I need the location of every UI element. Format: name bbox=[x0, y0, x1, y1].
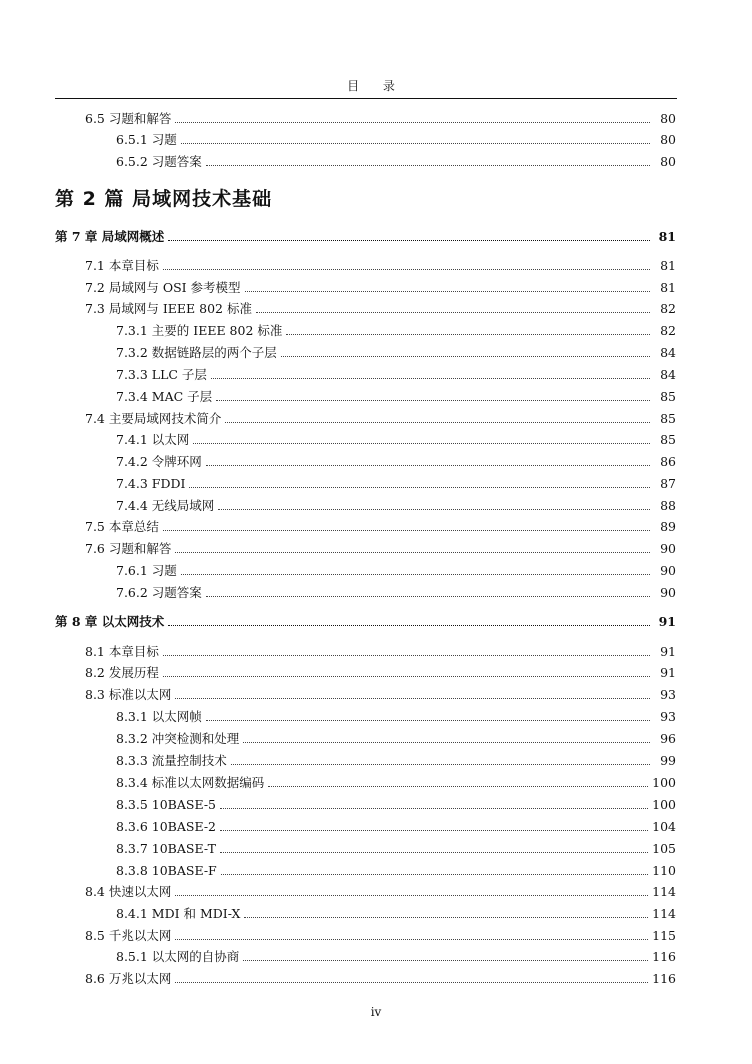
toc-dot-leader bbox=[206, 153, 650, 166]
toc-entry-label: 第 8 章 以太网技术 bbox=[55, 614, 165, 629]
toc-page-number: 90 bbox=[660, 585, 676, 600]
toc-page-number: 115 bbox=[652, 928, 676, 943]
toc-entry-row[interactable] bbox=[116, 497, 676, 515]
toc-entry-row[interactable] bbox=[116, 388, 676, 406]
toc-entry-label: 7.6.1 习题 bbox=[116, 563, 177, 578]
toc-page-number: 104 bbox=[652, 819, 676, 834]
toc-page-number: 91 bbox=[660, 644, 676, 659]
toc-entry-label: 7.4.2 令牌环网 bbox=[116, 454, 202, 469]
toc-entry-row[interactable] bbox=[85, 540, 676, 558]
toc-dot-leader bbox=[206, 584, 650, 597]
toc-entry-label: 7.4.1 以太网 bbox=[116, 432, 190, 447]
toc-entry-label: 6.5.2 习题答案 bbox=[116, 154, 202, 169]
toc-entry-row[interactable] bbox=[116, 708, 676, 726]
toc-entry-label: 7.6 习题和解答 bbox=[85, 541, 172, 556]
toc-entry-label: 8.4 快速以太网 bbox=[85, 884, 172, 899]
toc-dot-leader bbox=[220, 818, 648, 831]
toc-entry-row[interactable] bbox=[116, 818, 676, 836]
toc-dot-leader bbox=[268, 774, 648, 787]
toc-entry-row[interactable] bbox=[116, 453, 676, 471]
toc-entry-label: 6.5.1 习题 bbox=[116, 132, 177, 147]
toc-entry-row[interactable] bbox=[85, 410, 676, 428]
page-header-title: 目 录 bbox=[347, 79, 405, 93]
toc-dot-leader bbox=[163, 664, 650, 677]
toc-dot-leader bbox=[175, 686, 650, 699]
toc-entry-row[interactable] bbox=[116, 475, 676, 493]
toc-page-number: 80 bbox=[660, 154, 676, 169]
toc-entry-row[interactable] bbox=[85, 518, 676, 536]
page-number: iv bbox=[370, 1005, 382, 1019]
toc-entry-label: 7.1 本章目标 bbox=[85, 258, 159, 273]
part-title: 第 2 篇 局域网技术基础 bbox=[55, 188, 273, 210]
toc-page-number: 81 bbox=[658, 229, 676, 244]
toc-dot-leader bbox=[221, 862, 648, 875]
toc-entry-row[interactable] bbox=[116, 344, 676, 362]
toc-entry-label: 7.3.3 LLC 子层 bbox=[116, 367, 207, 382]
toc-page-number: 84 bbox=[660, 367, 676, 382]
toc-entry-label: 7.3.2 数据链路层的两个子层 bbox=[116, 345, 277, 360]
toc-dot-leader bbox=[256, 300, 650, 313]
toc-page-number: 85 bbox=[660, 432, 676, 447]
toc-entry-label: 7.5 本章总结 bbox=[85, 519, 159, 534]
toc-page-number: 93 bbox=[660, 687, 676, 702]
toc-dot-leader bbox=[193, 431, 650, 444]
toc-chapter-row[interactable] bbox=[55, 228, 676, 246]
toc-entry-label: 8.3 标准以太网 bbox=[85, 687, 172, 702]
toc-dot-leader bbox=[163, 518, 650, 531]
toc-entry-row[interactable] bbox=[116, 131, 676, 149]
toc-entry-row[interactable] bbox=[116, 322, 676, 340]
toc-page-number: 100 bbox=[652, 797, 676, 812]
toc-entry-label: 8.5 千兆以太网 bbox=[85, 928, 172, 943]
toc-entry-label: 8.3.2 冲突检测和处理 bbox=[116, 731, 240, 746]
toc-dot-leader bbox=[218, 497, 650, 510]
toc-dot-leader bbox=[189, 475, 650, 488]
toc-dot-leader bbox=[281, 344, 650, 357]
toc-dot-leader bbox=[181, 562, 650, 575]
toc-entry-row[interactable] bbox=[85, 257, 676, 275]
toc-entry-row[interactable] bbox=[116, 905, 676, 923]
toc-page-number: 81 bbox=[660, 258, 676, 273]
toc-dot-leader bbox=[231, 752, 650, 765]
toc-dot-leader bbox=[245, 279, 650, 292]
toc-page-number: 85 bbox=[660, 389, 676, 404]
toc-entry-label: 8.1 本章目标 bbox=[85, 644, 159, 659]
toc-entry-row[interactable] bbox=[85, 300, 676, 318]
toc-dot-leader bbox=[220, 840, 648, 853]
toc-entry-label: 8.3.8 10BASE-F bbox=[116, 863, 217, 878]
toc-page-number: 86 bbox=[660, 454, 676, 469]
toc-page-number: 84 bbox=[660, 345, 676, 360]
toc-entry-label: 8.6 万兆以太网 bbox=[85, 971, 172, 986]
toc-page-number: 80 bbox=[660, 111, 676, 126]
toc-entry-row[interactable] bbox=[116, 431, 676, 449]
toc-dot-leader bbox=[243, 948, 648, 961]
toc-dot-leader bbox=[206, 708, 650, 721]
toc-page-number: 88 bbox=[660, 498, 676, 513]
toc-dot-leader bbox=[206, 453, 650, 466]
toc-entry-label: 6.5 习题和解答 bbox=[85, 111, 172, 126]
toc-page-number: 105 bbox=[652, 841, 676, 856]
toc-entry-row[interactable] bbox=[85, 643, 676, 661]
toc-entry-row[interactable] bbox=[116, 796, 676, 814]
toc-entry-label: 7.6.2 习题答案 bbox=[116, 585, 202, 600]
toc-page-number: 100 bbox=[652, 775, 676, 790]
toc-entry-row[interactable] bbox=[116, 584, 676, 602]
toc-page-number: 80 bbox=[660, 132, 676, 147]
toc-entry-row[interactable] bbox=[85, 686, 676, 704]
toc-entry-label: 第 7 章 局域网概述 bbox=[55, 229, 165, 244]
toc-page-number: 82 bbox=[660, 301, 676, 316]
toc-entry-row[interactable] bbox=[116, 862, 676, 880]
toc-entry-row[interactable] bbox=[116, 774, 676, 792]
toc-entry-row[interactable] bbox=[116, 840, 676, 858]
toc-entry-row[interactable] bbox=[116, 366, 676, 384]
toc-page-number: 116 bbox=[652, 971, 676, 986]
toc-dot-leader bbox=[181, 131, 650, 144]
toc-entry-row[interactable] bbox=[116, 948, 676, 966]
toc-dot-leader bbox=[286, 322, 650, 335]
toc-entry-label: 8.3.7 10BASE-T bbox=[116, 841, 216, 856]
toc-page-number: 91 bbox=[660, 665, 676, 680]
toc-entry-label: 7.3.4 MAC 子层 bbox=[116, 389, 213, 404]
toc-page-number: 82 bbox=[660, 323, 676, 338]
toc-page-number: 89 bbox=[660, 519, 676, 534]
toc-page-number: 99 bbox=[660, 753, 676, 768]
toc-dot-leader bbox=[163, 257, 650, 270]
toc-entry-label: 7.4.4 无线局域网 bbox=[116, 498, 215, 513]
toc-page-number: 93 bbox=[660, 709, 676, 724]
toc-dot-leader bbox=[225, 410, 650, 423]
toc-dot-leader bbox=[220, 796, 648, 809]
toc-entry-label: 7.4.3 FDDI bbox=[116, 476, 186, 491]
toc-page-number: 110 bbox=[652, 863, 676, 878]
toc-dot-leader bbox=[175, 110, 650, 123]
toc-dot-leader bbox=[163, 643, 650, 656]
toc-entry-row[interactable] bbox=[116, 752, 676, 770]
toc-page-number: 114 bbox=[652, 906, 676, 921]
toc-entry-row[interactable] bbox=[85, 970, 676, 988]
toc-entry-label: 7.4 主要局域网技术简介 bbox=[85, 411, 222, 426]
toc-entry-label: 8.3.6 10BASE-2 bbox=[116, 819, 216, 834]
toc-entry-row[interactable] bbox=[85, 927, 676, 945]
toc-entry-row[interactable] bbox=[116, 153, 676, 171]
toc-dot-leader bbox=[243, 730, 650, 743]
toc-page-number: 91 bbox=[658, 614, 676, 629]
toc-dot-leader bbox=[175, 883, 648, 896]
toc-entry-label: 8.3.3 流量控制技术 bbox=[116, 753, 227, 768]
toc-page-number: 116 bbox=[652, 949, 676, 964]
toc-dot-leader bbox=[216, 388, 650, 401]
toc-dot-leader bbox=[211, 366, 650, 379]
toc-dot-leader bbox=[244, 905, 648, 918]
toc-entry-row[interactable] bbox=[85, 883, 676, 901]
toc-page-number: 96 bbox=[660, 731, 676, 746]
toc-page-number: 90 bbox=[660, 541, 676, 556]
toc-entry-row[interactable] bbox=[85, 279, 676, 297]
toc-entry-label: 8.3.4 标准以太网数据编码 bbox=[116, 775, 265, 790]
toc-entry-row[interactable] bbox=[85, 110, 676, 128]
toc-chapter-row[interactable] bbox=[55, 613, 676, 631]
toc-dot-leader bbox=[168, 228, 650, 241]
toc-entry-label: 8.2 发展历程 bbox=[85, 665, 159, 680]
toc-entry-row[interactable] bbox=[116, 730, 676, 748]
toc-entry-label: 7.3 局域网与 IEEE 802 标准 bbox=[85, 301, 252, 316]
toc-page-number: 85 bbox=[660, 411, 676, 426]
toc-entry-label: 7.2 局域网与 OSI 参考模型 bbox=[85, 280, 241, 295]
toc-page-number: 114 bbox=[652, 884, 676, 899]
toc-dot-leader bbox=[175, 540, 650, 553]
toc-entry-label: 8.4.1 MDI 和 MDI-X bbox=[116, 906, 241, 921]
toc-page-number: 87 bbox=[660, 476, 676, 491]
toc-entry-label: 8.3.1 以太网帧 bbox=[116, 709, 202, 724]
toc-entry-label: 7.3.1 主要的 IEEE 802 标准 bbox=[116, 323, 283, 338]
toc-dot-leader bbox=[175, 970, 648, 983]
toc-dot-leader bbox=[168, 613, 650, 626]
toc-dot-leader bbox=[175, 927, 648, 940]
toc-entry-row[interactable] bbox=[116, 562, 676, 580]
toc-page-number: 90 bbox=[660, 563, 676, 578]
toc-entry-label: 8.3.5 10BASE-5 bbox=[116, 797, 216, 812]
toc-entry-label: 8.5.1 以太网的自协商 bbox=[116, 949, 240, 964]
toc-entry-row[interactable] bbox=[85, 664, 676, 682]
toc-page-number: 81 bbox=[660, 280, 676, 295]
